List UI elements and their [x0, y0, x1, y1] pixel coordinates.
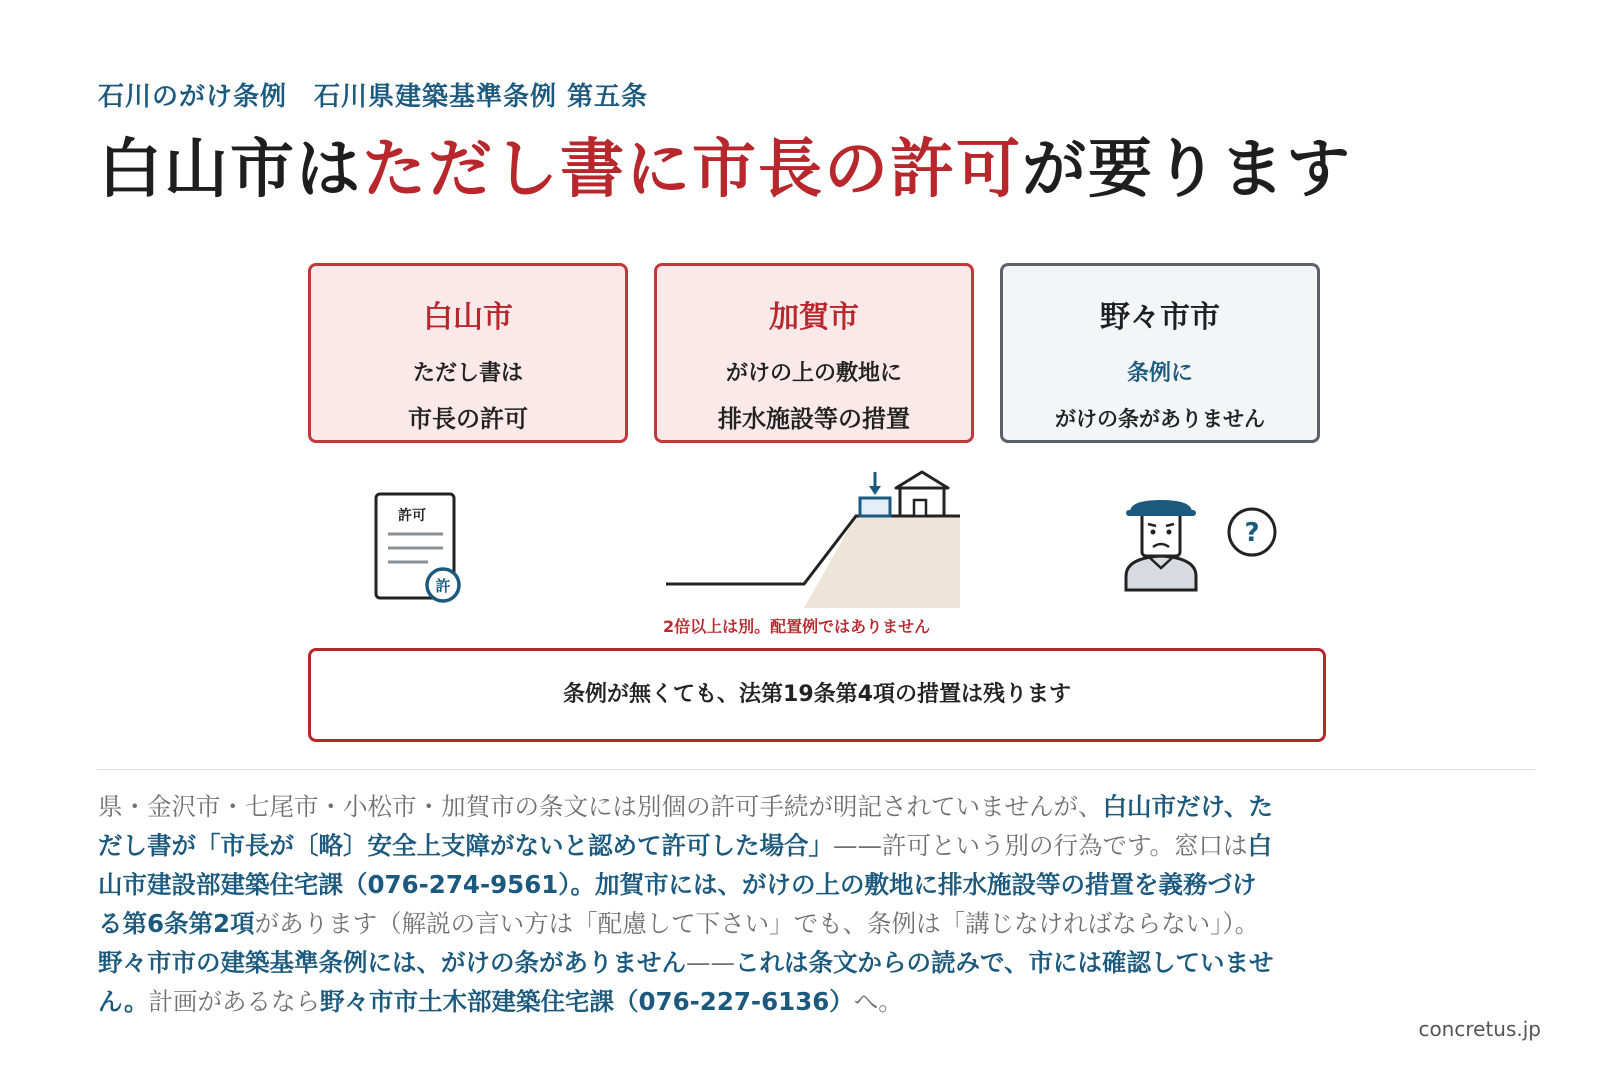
card-nonoichi — [1000, 263, 1320, 443]
title-part-1: 白山市は — [98, 133, 362, 207]
body-emphasis: 野々市市の建築基準条例には、がけの条がありません — [98, 948, 686, 977]
body-text: があります（解説の言い方は「配慮して下さい」でも、条例は「講じなければならない」）。 — [254, 909, 1260, 938]
card-line-2: 市長の許可 — [408, 405, 528, 433]
body-text: 計画があるなら — [148, 987, 320, 1016]
body-emphasis: 白山市建設部建築住宅課（076-274-9561）。加賀市には、がけの上の敷地に排水施設等の措置を義務づける第6条第2項 — [98, 831, 1273, 938]
card-hakusan — [308, 263, 628, 443]
card-line-2: 排水施設等の措置 — [718, 405, 910, 433]
card-line-1: 条例に — [1126, 361, 1193, 386]
card-line-2: がけの条がありません — [1055, 407, 1265, 431]
slope-caption: 2倍以上は別。配置例ではありません — [663, 617, 931, 636]
body-text: 県・金沢市・七尾市・小松市・加賀市の条文には別個の許可手続が明記されていませんが、 — [98, 792, 1103, 821]
puzzled-official-icon — [1120, 496, 1202, 592]
title-highlight: ただし書に市長の許可 — [362, 133, 1022, 207]
card-city-name: 白山市 — [423, 300, 513, 335]
permit-document-title: 許可 — [398, 508, 426, 524]
site-name: concretus.jp — [1418, 1017, 1541, 1041]
question-mark: ? — [1244, 518, 1260, 548]
card-line-1: がけの上の敷地に — [725, 361, 902, 386]
title-part-2: が要ります — [1022, 133, 1352, 207]
body-emphasis: 白山市だけ、ただし書が「市長が〔略〕安全上支障がないと認めて許可した場合」 — [98, 792, 1274, 860]
body-text: へ。 — [853, 987, 903, 1016]
card-city-name: 加賀市 — [769, 300, 859, 335]
divider — [97, 769, 1535, 770]
card-kaga — [654, 263, 974, 443]
body-emphasis: 野々市市土木部建築住宅課（076-227-6136） — [319, 987, 854, 1016]
page-title — [98, 132, 1352, 208]
slope-house-drainage-icon — [664, 468, 964, 613]
notice-banner: 条例が無くても、法第19条第4項の措置は残ります — [308, 648, 1326, 742]
body-text: ——許可という別の行為です。窓口は — [833, 831, 1248, 860]
page-subtitle: 石川のがけ条例 石川県建築基準条例 第五条 — [98, 82, 649, 112]
permit-stamp: 許 — [435, 577, 451, 595]
card-city-name: 野々市市 — [1100, 300, 1220, 335]
body-emphasis: これは条文からの読みで、市には確認していません。 — [98, 948, 1274, 1016]
body-text: —— — [686, 948, 735, 977]
body-paragraph — [98, 787, 1278, 1021]
card-line-1: ただし書は — [412, 361, 523, 386]
permit-document-icon — [368, 488, 468, 608]
question-mark-icon — [1226, 506, 1278, 558]
